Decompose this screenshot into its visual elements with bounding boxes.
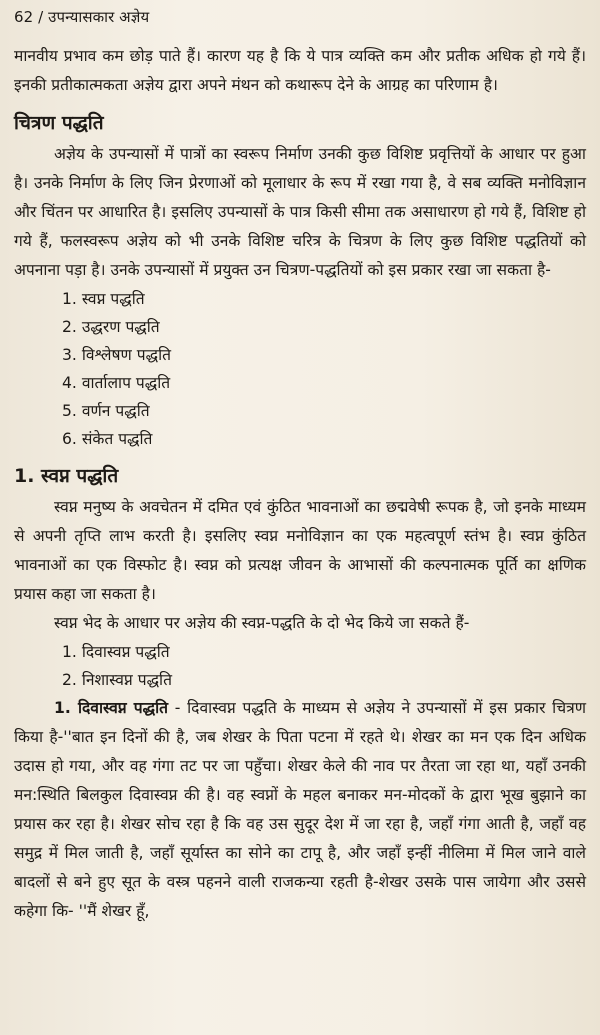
paragraph-intro: मानवीय प्रभाव कम छोड़ पाते हैं। कारण यह है कि ये पात्र व्यक्ति कम और प्रतीक अधिक हो गये हैं। इनकी प्रतीकात्मकता अज्ञेय द्वारा अपने मंथन को कथारूप देने के आग्रह का परिणाम है। [14,47,586,94]
list-item: 1. दिवास्वप्न पद्धति [62,643,170,661]
divaswapn-text: - दिवास्वप्न पद्धति के माध्यम से अज्ञेय ने उपन्यासों में इस प्रकार चित्रण किया है-''बात इन दिनों की है, जब शेखर के पिता पटना में रहते थे। शेखर का मन एक दिन अधिक उदास हो गया, और वह गंगा तट पर जा पहुँचा। शेखर केले की नाव पर तैरता जा रहा था, यहाँ उनकी मन:स्थिति बिलकुल दिवास्वप्न की है। वह स्वप्नों के महल बनाकर मन-मोदकों के द्वारा भूख बुझाने का प्रयास कर रहा है। शेखर सोच रहा है कि वह उस सुदूर देश में जा रहा है, जहाँ गंगा आती है, जहाँ वह समुद्र में मिल जाती है, जहाँ सूर्यास्त का सोने का टापू है, और जहाँ इन्हीं नीलिमा में मिल जाने वाले बादलों से बने हुए सूत के वस्त्र पहनने वाली राजकन्या रहती है-शेखर उसके पास जायेगा और उससे कहेगा कि- ''मैं शेखर हूँ, [14,699,587,920]
paragraph-chitran: अज्ञेय के उपन्यासों में पात्रों का स्वरूप निर्माण उनकी कुछ विशिष्ट प्रवृत्तियों के आधार पर हुआ है। उनके निर्माण के लिए जिन प्रेरणाओं को मूलाधार के रूप में रखा गया है, वे सब व्यक्ति मनोविज्ञान और चिंतन पर आधारित है। इसलिए उपन्यासों के पात्र किसी सीमा तक असाधारण हो गये हैं, विशिष्ट हो गये हैं, फलस्वरूप अज्ञेय को भी उनके विशिष्ट चरित्र के चित्रण के लिए कुछ विशिष्ट पद्धतियों को अपनाना पड़ा है। उनके उपन्यासों में प्रयुक्त उन चित्रण-पद्धतियों को इस प्रकार रखा जा सकता है- [14,145,586,279]
swapn-types-list [14,638,586,694]
running-head: 62 / उपन्यासकार अज्ञेय [14,8,150,26]
paragraph-swapn-bhed: स्वप्न भेद के आधार पर अज्ञेय की स्वप्न-पद्धति के दो भेद किये जा सकते हैं- [54,614,470,632]
list-item: 6. संकेत पद्धति [62,430,153,448]
paragraph-divaswapn [14,694,586,926]
list-item: 2. उद्धरण पद्धति [62,318,160,336]
divaswapn-label: 1. दिवास्वप्न पद्धति [54,699,169,717]
list-item: 4. वार्तालाप पद्धति [62,374,171,392]
methods-list [14,285,586,453]
list-item: 3. विश्लेषण पद्धति [62,346,172,364]
list-item: 5. वर्णन पद्धति [62,402,150,420]
paragraph-swapn: स्वप्न मनुष्य के अवचेतन में दमित एवं कुंठित भावनाओं का छद्मवेषी रूपक है, जो इनके माध्यम से अपनी तृप्ति लाभ करती है। इसलिए स्वप्न मनोविज्ञान का एक महत्वपूर्ण स्तंभ है। स्वप्न कुंठित भावनाओं का एक विस्फोट है। स्वप्न को प्रत्यक्ष जीवन के आभासों की कल्पनात्मक पूर्ति का क्षणिक प्रयास कहा जा सकता है। [14,498,586,603]
list-item: 1. स्वप्न पद्धति [62,290,145,308]
heading-chitran-paddhati: चित्रण पद्धति [14,112,104,134]
heading-swapn-paddhati: 1. स्वप्न पद्धति [14,465,119,487]
list-item: 2. निशास्वप्न पद्धति [62,671,172,689]
